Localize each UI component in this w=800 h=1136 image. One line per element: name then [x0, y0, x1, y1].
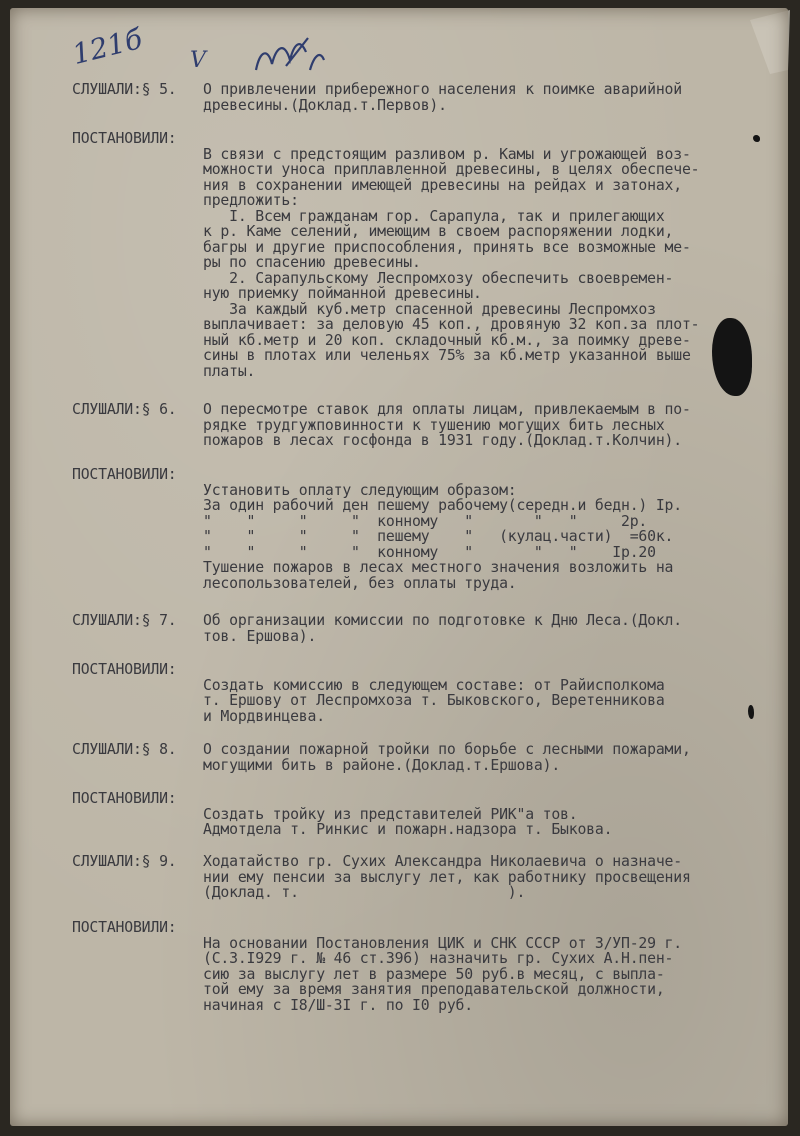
ink-stain [748, 705, 754, 719]
slushali-label: СЛУШАЛИ:§ 6. [72, 401, 177, 418]
item-topic: Ходатайство гр. Сухих Александра Николаевича о назначе- нии ему пенсии за выслугу лет, как работнику просвещения (Доклад. т. ). [203, 853, 691, 901]
postanovili-label: ПОСТАНОВИЛИ: [72, 466, 177, 483]
item-decision: В связи с предстоящим разливом р. Камы и угрожающей воз- можности уноса приплавленной древесины, в целях обеспече- ния в сохранении имеющей древесины на рейдах и затонах, предложить: I. Всем гражданам гор. Сарапула, так и прилегающих к р. Каме селений, имеющим в своем распоряжении лодки, багры и другие приспособления, принять все возможные ме- ры по спасению древесины. 2. Сарапульскому Леспромхозу обеспечить своевремен- ную приемку пойманной древесины. За каждый куб.метр спасенной древесины Леспромхоз выплачивает: за деловую 45 коп., дровяную 32 коп.за плот- ный кб.метр и 20 коп. складочный кб.м., за поимку древе- сины в плотах или челеньях 75% за кб.метр указанной выше платы. [203, 145, 700, 380]
item-topic: О создании пожарной тройки по борьбе с лесными пожарами, могущими бить в районе.(Доклад.т.Ершова). [203, 741, 691, 774]
item-topic: Об организации комиссии по подготовке к Дню Леса.(Докл. тов. Ершова). [203, 612, 682, 645]
postanovili-label: ПОСТАНОВИЛИ: [72, 661, 177, 678]
item-topic: О пересмотре ставок для оплаты лицам, привлекаемым в по- рядке трудгужповинности к тушению могущих бить лесных пожаров в лесах госфонда в 1931 году.(Доклад.т.Колчин). [203, 401, 691, 449]
item-decision: Создать тройку из представителей РИК"а тов. Адмотдела т. Ринкис и пожарн.надзора т. Быкова. [203, 805, 613, 838]
ink-stain [753, 135, 760, 142]
item-decision: Установить оплату следующим образом: За один рабочий ден пешему рабочему(середн.и бедн.) Ip. " " " " конному " " " 2р. " " " " пешему " (кулац.части) =60к. " " " " конному " " " Iр.20 Тушение пожаров в лесах местного значения возложить на лесопользователей, без оплаты труда. [203, 481, 682, 592]
slushali-label: СЛУШАЛИ:§ 5. [72, 81, 177, 98]
slushali-label: СЛУШАЛИ:§ 9. [72, 853, 177, 870]
handwritten-scribble [250, 30, 330, 80]
check-mark: V [190, 48, 206, 73]
slushali-label: СЛУШАЛИ:§ 8. [72, 741, 177, 758]
postanovili-label: ПОСТАНОВИЛИ: [72, 919, 177, 936]
postanovili-label: ПОСТАНОВИЛИ: [72, 790, 177, 807]
slushali-label: СЛУШАЛИ:§ 7. [72, 612, 177, 629]
archive-number: 121б [69, 21, 146, 72]
corner-tear [740, 10, 800, 80]
item-decision: На основании Постановления ЦИК и СНК СССР от 3/УП-29 г. (С.З.I929 г. № 46 ст.396) назначить гр. Сухих А.Н.пен- сию за выслугу лет в размере 50 руб.в месяц, с выпла- той ему за время занятия преподавательской должности, начиная с I8/Ш-3I г. по I0 руб. [203, 934, 682, 1014]
item-decision: Создать комиссию в следующем составе: от Райисполкома т. Ершову от Леспромхоза т. Быковского, Веретенникова и Мордвинцева. [203, 676, 665, 725]
item-topic: О привлечении прибережного населения к поимке аварийной древесины.(Доклад.т.Первов). [203, 81, 682, 114]
postanovili-label: ПОСТАНОВИЛИ: [72, 130, 177, 147]
